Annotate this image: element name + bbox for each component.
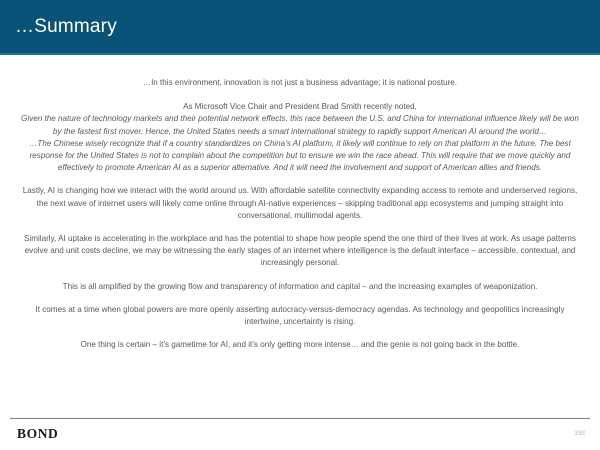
page-title: …Summary [15, 16, 117, 37]
footer-divider [10, 418, 590, 419]
quote-block-one: Given the nature of technology markets and their potential network effects, this race between the U.S. and China for international influence likely will be won by the fastest first mover. Hence, the United States needs a smart international strategy to rapidly support American AI around the world… [21, 114, 579, 136]
bond-logo: BOND [17, 426, 59, 441]
slide-header-bar [0, 0, 600, 55]
slide-body [0, 55, 600, 418]
paragraph-satellite-connectivity: Lastly, AI is changing how we interact with the world around us. With affordable satellite connectivity expanding access to remote and underserved regions, the next wave of internet users will likely come online through AI-native experiences – skipping traditional app ecosystems and jumping straight into conversational, multimodal agents. [22, 186, 578, 220]
quote-attribution: As Microsoft Vice Chair and President Brad Smith recently noted, [183, 102, 417, 112]
slide-footer [0, 418, 600, 450]
paragraph-intro: …In this environment, innovation is not just a business advantage; it is national posture. [142, 78, 458, 87]
paragraph-closing: One thing is certain – it’s gametime for AI, and it’s only getting more intense… and the genie is not going back in the bottle. [80, 340, 520, 350]
paragraph-information-capital: This is all amplified by the growing flow and transparency of information and capital – and the increasing examples of weaponization. [62, 281, 538, 291]
paragraph-geopolitics: It comes at a time when global powers are more openly asserting autocracy-versus-democracy agendas. As technology and geopolitics increasingly intertwine, uncertainty is rising. [35, 304, 565, 327]
page-number: 338 [574, 430, 585, 437]
quote-block-two: …The Chinese wisely recognize that if a country standardizes on China’s AI platform, it likely will continue to rely on that platform in the future. The best response for the United States is not to complain about the competition but to ensure we win the race ahead. This will require that we move quickly and effectively to promote American AI as a superior alternative. And it will need the involvement and support of American allies and friends. [29, 138, 571, 173]
paragraph-workplace-uptake: Similarly, AI uptake is accelerating in the workplace and has the potential to shape how people spend the one third of their lives at work. As usage patterns evolve and unit costs decline, we may be witnessing the early stages of an internet where intelligence is the default interface – accessible, contextual, and increasingly personal. [24, 234, 576, 268]
